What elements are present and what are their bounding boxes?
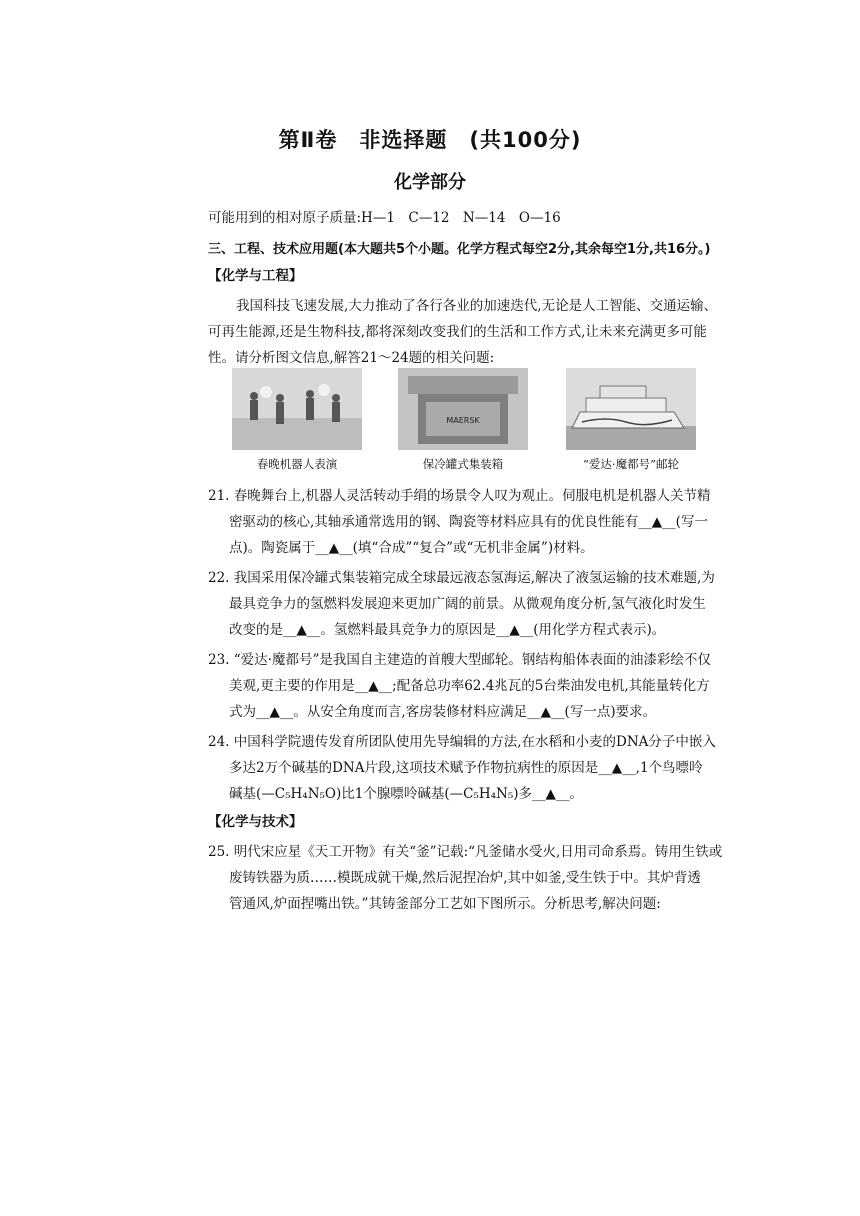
q23-line-3: 式为__▲__。从安全角度而言,客房装修材料应满足__▲__(写一点)要求。 xyxy=(229,704,657,720)
intro-line-2: 可再生能源,还是生物科技,都将深刻改变我们的生活和工作方式,让未来充满更多可能 xyxy=(208,324,707,340)
q24-line-2: 多达2万个碱基的DNA片段,这项技术赋予作物抗病性的原因是__▲__,1个鸟嘌呤 xyxy=(229,760,703,776)
robot-performance-photo xyxy=(232,368,362,450)
q24-line-3: 碱基(—C₅H₄N₅O)比1个腺嘌呤碱基(—C₅H₄N₅)多__▲__。 xyxy=(229,786,583,802)
q22-line-3: 改变的是__▲__。氢燃料最具竞争力的原因是__▲__(用化学方程式表示)。 xyxy=(229,622,666,638)
q24-line-1: 24. 中国科学院遗传发育所团队使用先导编辑的方法,在水稻和小麦的DNA分子中嵌入 xyxy=(208,734,716,750)
q25-line-2: 废铸铁器为质……模既成就干燥,然后泥捏冶炉,其中如釜,受生铁于中。其炉背透 xyxy=(229,870,701,886)
q21-line-3: 点)。陶瓷属于__▲__(填“合成”“复合”或“无机非金属”)材料。 xyxy=(229,540,594,556)
container-brand-label: MAERSK xyxy=(446,416,480,425)
q25-line-3: 管通风,炉面捏嘴出铁。”其铸釜部分工艺如下图所示。分析思考,解决问题: xyxy=(229,896,661,912)
subsection-chem-engineering: 【化学与工程】 xyxy=(208,268,303,284)
cruise-ship-photo xyxy=(566,368,696,450)
photo-caption-3: “爱达·魔都号”邮轮 xyxy=(583,457,679,471)
q21-line-2: 密驱动的核心,其轴承通常选用的钢、陶瓷等材料应具有的优良性能有__▲__(写一 xyxy=(229,514,708,530)
q23-line-2: 美观,更主要的作用是__▲__;配备总功率62.4兆瓦的5台柴油发电机,其能量转化方 xyxy=(229,678,710,694)
atomic-mass-note: 可能用到的相对原子质量:H—1 C—12 N—14 O—16 xyxy=(208,210,561,226)
q23-line-1: 23. “爱达·魔都号”是我国自主建造的首艘大型邮轮。钢结构船体表面的油漆彩绘不仅 xyxy=(208,652,711,668)
q21-line-1: 21. 春晚舞台上,机器人灵活转动手绢的场景令人叹为观止。伺服电机是机器人关节精 xyxy=(208,488,711,504)
q25-line-1: 25. 明代宋应星《天工开物》有关“釜”记载:“凡釜储水受火,日用司命系焉。铸用生铁或 xyxy=(208,844,723,860)
q22-line-1: 22. 我国采用保冷罐式集装箱完成全球最远液态氢海运,解决了液氢运输的技术难题,为 xyxy=(208,570,715,586)
photo-strip xyxy=(232,368,692,478)
section-subtitle: 化学部分 xyxy=(394,172,466,193)
subsection-chem-technology: 【化学与技术】 xyxy=(208,814,303,830)
cold-container-photo xyxy=(398,368,528,450)
photo-caption-1: 春晚机器人表演 xyxy=(256,457,338,471)
photo-caption-2: 保冷罐式集装箱 xyxy=(422,457,504,471)
section-heading: 三、工程、技术应用题(本大题共5个小题。化学方程式每空2分,其余每空1分,共16分。) xyxy=(208,242,711,257)
intro-line-3: 性。请分析图文信息,解答21～24题的相关问题: xyxy=(208,350,495,366)
q22-line-2: 最具竞争力的氢燃料发展迎来更加广阔的前景。从微观角度分析,氢气液化时发生 xyxy=(229,596,706,612)
intro-line-1: 我国科技飞速发展,大力推动了各行各业的加速迭代,无论是人工智能、交通运输、 xyxy=(236,298,718,314)
page-title: 第Ⅱ卷 非选择题 (共100分) xyxy=(278,128,582,152)
